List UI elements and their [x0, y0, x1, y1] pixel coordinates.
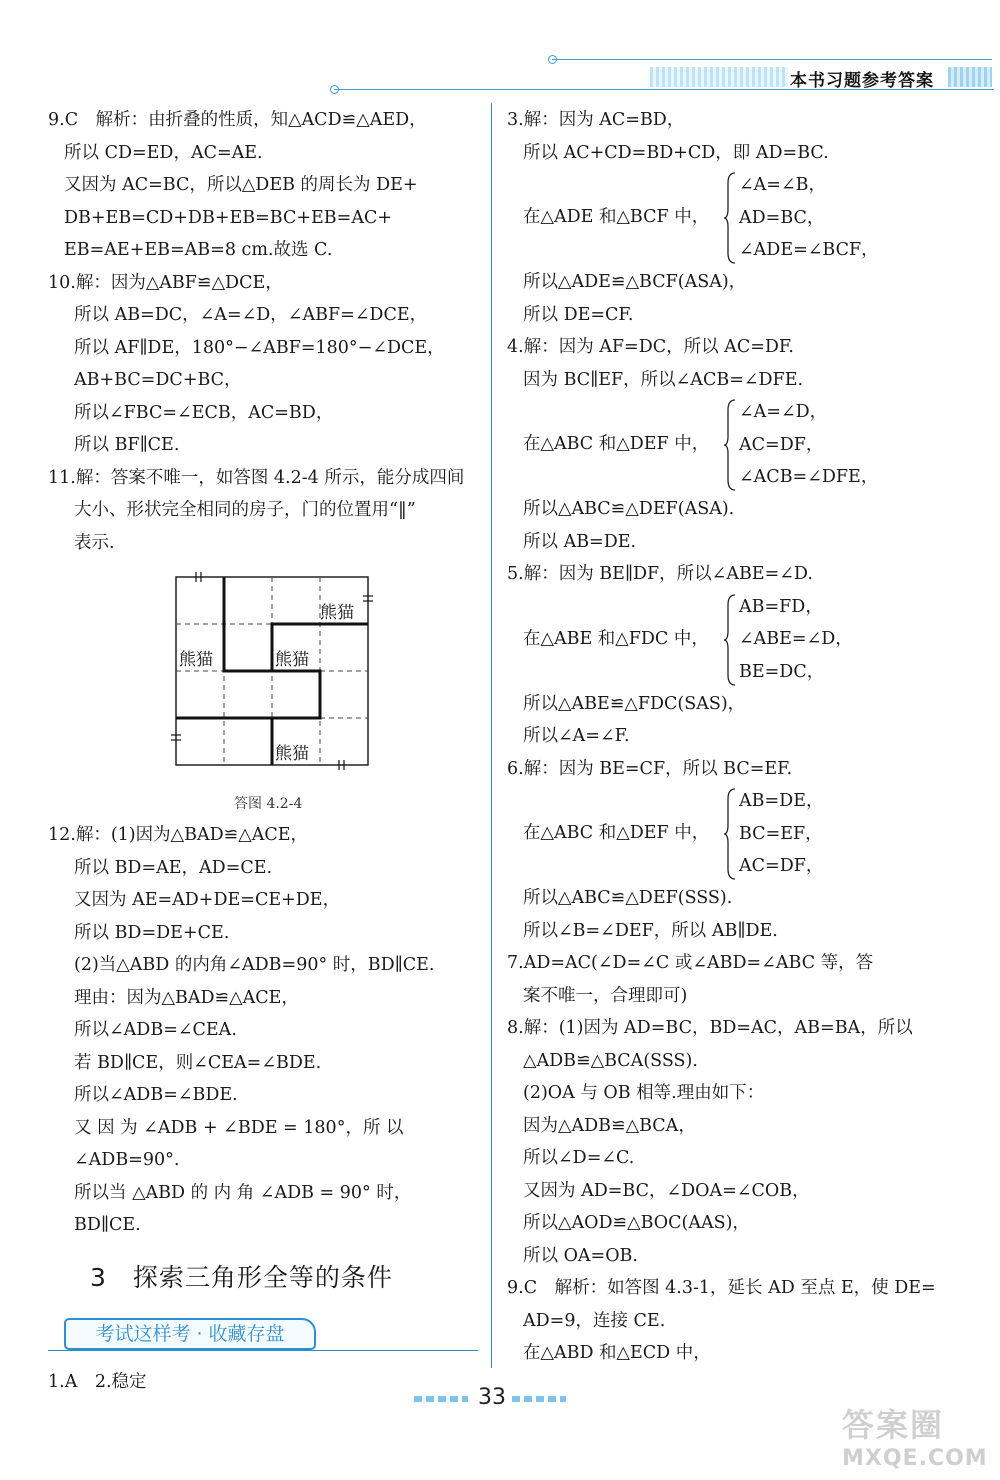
- text-line: 所以 AC+CD=BD+CD，即 AD=BC.: [523, 142, 829, 163]
- watermark-logo: [842, 1400, 992, 1474]
- text-line: 7.AD=AC(∠D=∠C 或∠ABD=∠ABC 等，答: [507, 953, 874, 973]
- text-line: 案不唯一，合理即可): [523, 985, 688, 1006]
- text-line: 6.解：因为 BE=CF，所以 BC=EF.: [507, 758, 793, 779]
- text-line: 9.C 解析：由折叠的性质，知△ACD≌△AED，: [48, 110, 427, 130]
- curly-brace-icon: [723, 398, 737, 492]
- text-line: 所以 CD=ED，AC=AE.: [64, 142, 263, 163]
- text-line: EB=AE+EB=AB=8 cm.故选 C.: [64, 240, 333, 260]
- text-line: 所以△AOD≌△BOC(AAS)，: [523, 1213, 750, 1233]
- answer-11: [48, 462, 478, 560]
- text-line: 所以 AB=DC，∠A=∠D，∠ABF=∠DCE，: [74, 305, 428, 325]
- text-line: 又因为 AC=BC，所以△DEB 的周长为 DE+: [64, 175, 418, 195]
- brace-items: [739, 169, 879, 267]
- curly-brace-icon: [723, 787, 737, 881]
- answer-9: [48, 104, 478, 267]
- text-line: 所以∠ADB=∠BDE.: [74, 1085, 238, 1105]
- curly-brace-icon: [723, 593, 737, 687]
- answer-10: [48, 267, 478, 462]
- left-column: [48, 104, 478, 1398]
- text-line: 所以 AF∥DE，180°−∠ABF=180°−∠DCE，: [74, 337, 445, 358]
- text-line: 因为△ADB≌△BCA，: [523, 1115, 696, 1136]
- answer-9-right: [507, 1272, 947, 1370]
- brace-condition-block: [507, 591, 947, 688]
- panda-label: 熊猫: [275, 650, 309, 670]
- brace-item: AD=BC，: [739, 207, 825, 228]
- text-line: AD=9，连接 CE.: [523, 1310, 666, 1331]
- text-line: 所以△ABE≌△FDC(SAS)，: [523, 693, 746, 714]
- answer-3: [507, 104, 947, 331]
- curly-brace-icon: [723, 171, 737, 265]
- text-line: ∠ADB=90°.: [74, 1150, 180, 1170]
- text-line: 所以 BD=DE+CE.: [74, 922, 230, 943]
- brace-item: BE=DC，: [739, 661, 825, 682]
- text-line: 所以 OA=OB.: [523, 1245, 638, 1266]
- text-line: 又因为 AD=BC，∠DOA=∠COB，: [523, 1180, 810, 1201]
- text-line: 所以 BF∥CE.: [74, 435, 180, 455]
- text-line: 5.解：因为 BE∥DF，所以∠ABE=∠D.: [507, 564, 813, 584]
- text-line: AB+BC=DC+BC，: [74, 370, 242, 390]
- text-line: 所以当 △ABD 的 内 角 ∠ADB = 90° 时，: [74, 1182, 412, 1203]
- text-line: 所以∠FBC=∠ECB，AC=BD，: [74, 402, 334, 423]
- header-deco-band: [650, 67, 788, 87]
- brace-item: AB=DE，: [739, 791, 824, 811]
- brace-item: ∠ADE=∠BCF，: [739, 240, 879, 260]
- answer-6: [507, 753, 947, 948]
- figure-answer-4-2-4: [48, 559, 478, 819]
- brace-condition-block: [507, 785, 947, 882]
- answer-7: [507, 947, 947, 1012]
- text-line: 1.A 2.稳定: [48, 1371, 147, 1392]
- header-deco-tail: [948, 67, 992, 87]
- watermark-text: 答案圈: [842, 1406, 945, 1444]
- figure-caption: 答图 4.2-4: [234, 796, 303, 812]
- text-line: 又 因 为 ∠ADB + ∠BDE = 180°，所 以: [74, 1117, 404, 1138]
- brace-items: [739, 785, 823, 883]
- brace-condition-block: [507, 169, 947, 266]
- brace-lead-text: 在△ABC 和△DEF 中，: [523, 823, 710, 843]
- brace-items: [739, 396, 878, 494]
- answer-12: [48, 819, 478, 1242]
- brace-lead-text: 在△ABE 和△FDC 中，: [523, 628, 709, 649]
- panda-label: 熊猫: [275, 744, 309, 764]
- text-line: 4.解：因为 AF=DC，所以 AC=DF.: [507, 337, 794, 357]
- exam-tag-block: [48, 1314, 478, 1366]
- text-line: BD∥CE.: [74, 1215, 141, 1235]
- text-line: 所以∠B=∠DEF，所以 AB∥DE.: [523, 920, 778, 941]
- text-line: 12.解：(1)因为△BAD≌△ACE，: [48, 825, 309, 845]
- text-line: △ADB≌△BCA(SSS).: [523, 1050, 698, 1071]
- text-line: 8.解：(1)因为 AD=BC，BD=AC，AB=BA，所以: [507, 1018, 913, 1038]
- answer-8: [507, 1012, 947, 1272]
- text-line: 3.解：因为 AC=BD，: [507, 110, 685, 130]
- text-line: 在△ABD 和△ECD 中，: [523, 1343, 711, 1363]
- page-number: 33: [478, 1385, 506, 1410]
- right-column: [507, 104, 947, 1370]
- text-line: DB+EB=CD+DB+EB=BC+EB=AC+: [64, 207, 393, 228]
- text-line: 所以∠A=∠F.: [523, 726, 630, 746]
- brace-condition-block: [507, 396, 947, 493]
- brace-item: ∠ACB=∠DFE，: [739, 467, 879, 487]
- text-line: 理由：因为△BAD≌△ACE，: [74, 987, 299, 1008]
- brace-item: AC=DF，: [739, 434, 824, 455]
- text-line: 所以∠D=∠C.: [523, 1148, 635, 1168]
- brace-item: ∠A=∠B，: [739, 175, 826, 195]
- brace-item: ∠A=∠D，: [739, 402, 828, 422]
- panda-label: 熊猫: [320, 603, 354, 623]
- text-line: 所以∠ADB=∠CEA.: [74, 1020, 237, 1040]
- brace-lead-text: 在△ADE 和△BCF 中，: [523, 207, 710, 227]
- text-line: 10.解：因为△ABF≌△DCE，: [48, 272, 283, 293]
- page-number-deco: [512, 1396, 566, 1402]
- text-line: 因为 BC∥EF，所以∠ACB=∠DFE.: [523, 369, 804, 390]
- column-divider: [491, 103, 492, 1368]
- header-deco-line: [552, 59, 992, 60]
- tag-rule: [48, 1350, 478, 1351]
- panda-label: 熊猫: [179, 650, 213, 670]
- text-line: 又因为 AE=AD+DE=CE+DE，: [74, 890, 341, 910]
- text-line: (2)OA 与 OB 相等.理由如下：: [523, 1083, 765, 1103]
- answer-5: [507, 558, 947, 753]
- brace-item: AB=FD，: [739, 596, 823, 617]
- answer-4: [507, 331, 947, 558]
- text-line: 所以△ADE≌△BCF(ASA)，: [523, 272, 747, 292]
- text-line: 所以 AB=DE.: [523, 531, 637, 552]
- grid-diagram: [48, 559, 478, 799]
- text-line: 表示.: [74, 532, 115, 553]
- exam-tag-label: 考试这样考 · 收藏存盘: [64, 1318, 316, 1350]
- text-line: 所以△ABC≌△DEF(SSS).: [523, 888, 733, 908]
- watermark-text: MXQE.COM: [842, 1446, 988, 1471]
- brace-item: AC=DF，: [739, 856, 824, 876]
- text-line: 若 BD∥CE，则∠CEA=∠BDE.: [74, 1052, 322, 1073]
- section-title: 3 探索三角形全等的条件: [90, 1262, 393, 1292]
- text-line: 所以△ABC≌△DEF(ASA).: [523, 499, 735, 519]
- running-header-title: 本书习题参考答案: [790, 71, 934, 91]
- page-number-deco: [414, 1396, 468, 1402]
- text-line: 所以 DE=CF.: [523, 304, 634, 325]
- text-line: 大小、形状完全相同的房子，门的位置用“‖”: [74, 500, 416, 520]
- brace-item: ∠ABE=∠D，: [739, 629, 853, 649]
- text-line: 11.解：答案不唯一，如答图 4.2-4 所示，能分成四间: [48, 467, 465, 488]
- text-line: 所以 BD=AE，AD=CE.: [74, 857, 273, 878]
- text-line: (2)当△ABD 的内角∠ADB=90° 时，BD∥CE.: [74, 955, 435, 975]
- text-line: 9.C 解析：如答图 4.3-1，延长 AD 至点 E，使 DE=: [507, 1278, 936, 1298]
- brace-item: BC=EF，: [739, 823, 823, 844]
- brace-items: [739, 591, 853, 689]
- brace-lead-text: 在△ABC 和△DEF 中，: [523, 434, 710, 454]
